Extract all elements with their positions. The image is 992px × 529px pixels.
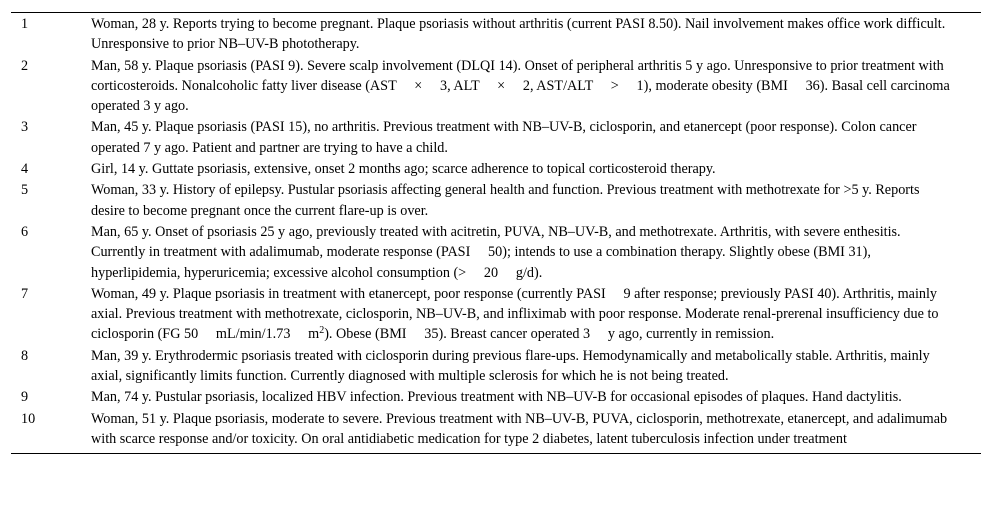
- table-row: [11, 159, 981, 180]
- case-description: Woman, 51 y. Plaque psoriasis, moderate to severe. Previous treatment with NB–UV-B, PUVA, ciclosporin, methotrexate, etanercept, and adalimumab with scarce response and/or toxicity. On oral antidiabetic medication for type 2 diabetes, latent tuberculosis infection under treatment: [91, 410, 948, 447]
- case-number: 2: [21, 57, 29, 74]
- case-table: [11, 12, 981, 454]
- case-description: Man, 39 y. Erythrodermic psoriasis treated with ciclosporin during previous flare-ups. Hemodynamically and metabolically stable. Arthritis, mainly axial, significantly limits function. Currently diagnosed with multiple sclerosis for which he is not being treated.: [91, 347, 930, 385]
- case-number: 5: [21, 182, 29, 199]
- table-row: [11, 222, 981, 284]
- table-row: [11, 180, 981, 222]
- case-description: Man, 45 y. Plaque psoriasis (PASI 15), no arthritis. Previous treatment with NB–UV-B, ciclosporin, and etanercept (poor response). Colon cancer operated 7 y ago. Patient and partner are trying to have a child.: [91, 119, 917, 156]
- table-row: [11, 284, 981, 346]
- case-number: 9: [21, 389, 29, 406]
- table-row: [11, 346, 981, 388]
- case-number: 8: [21, 347, 29, 364]
- case-number: 7: [21, 285, 29, 302]
- case-number: 6: [21, 223, 29, 240]
- table-row: [11, 56, 981, 118]
- table-row: [11, 387, 981, 408]
- case-description: Woman, 28 y. Reports trying to become pregnant. Plaque psoriasis without arthritis (current PASI 8.50). Nail involvement makes office work difficult. Unresponsive to prior NB–UV-B phototherapy.: [91, 16, 946, 53]
- case-description: Man, 74 y. Pustular psoriasis, localized HBV infection. Previous treatment with NB–UV-B for occasional episodes of plaques. Hand dactylitis.: [91, 389, 902, 406]
- table-row: [11, 14, 981, 56]
- case-number: 4: [21, 161, 29, 178]
- case-number: 3: [21, 119, 29, 136]
- table-row: [11, 409, 981, 451]
- case-description: Girl, 14 y. Guttate psoriasis, extensive, onset 2 months ago; scarce adherence to topical corticosteroid therapy.: [91, 161, 716, 178]
- case-number: 1: [21, 16, 29, 32]
- case-description: Man, 58 y. Plaque psoriasis (PASI 9). Severe scalp involvement (DLQI 14). Onset of peripheral arthritis 5 y ago. Unresponsive to prior treatment with corticosteroids. Nonalcoholic fatty liver disease (AST × 3, ALT × 2, AST/ALT > 1), moderate obesity (BMI 36). Basal cell carcinoma operated 3 y ago.: [91, 57, 950, 115]
- case-description: Man, 65 y. Onset of psoriasis 25 y ago, previously treated with acitretin, PUVA, NB–UV-B, and methotrexate. Arthritis, with severe enthesitis. Currently in treatment with adalimumab, moderate response (PASI 50); intends to use a combination therapy. Slightly obese (BMI 31), hyperlipidemia, hyperuricemia; excessive alcohol consumption (> 20 g/d).: [91, 223, 901, 281]
- case-number: 10: [21, 410, 36, 427]
- case-description: Woman, 49 y. Plaque psoriasis in treatment with etanercept, poor response (currently PASI 9 after response; previously PASI 40). Arthritis, mainly axial. Previous treatment with methotrexate, ciclosporin, NB–UV-B, and infliximab with poor response. Moderate renal-prerenal insufficiency due to ciclosporin (FG 50 mL/min/1.73 $m^2$). Obese (BMI 35). Breast cancer operated 3 y ago, currently in remission.: [91, 285, 939, 343]
- case-description: Woman, 33 y. History of epilepsy. Pustular psoriasis affecting general health and function. Previous treatment with methotrexate for >5 y. Reports desire to become pregnant once the current flare-up is over.: [91, 182, 920, 219]
- table-row: [11, 117, 981, 159]
